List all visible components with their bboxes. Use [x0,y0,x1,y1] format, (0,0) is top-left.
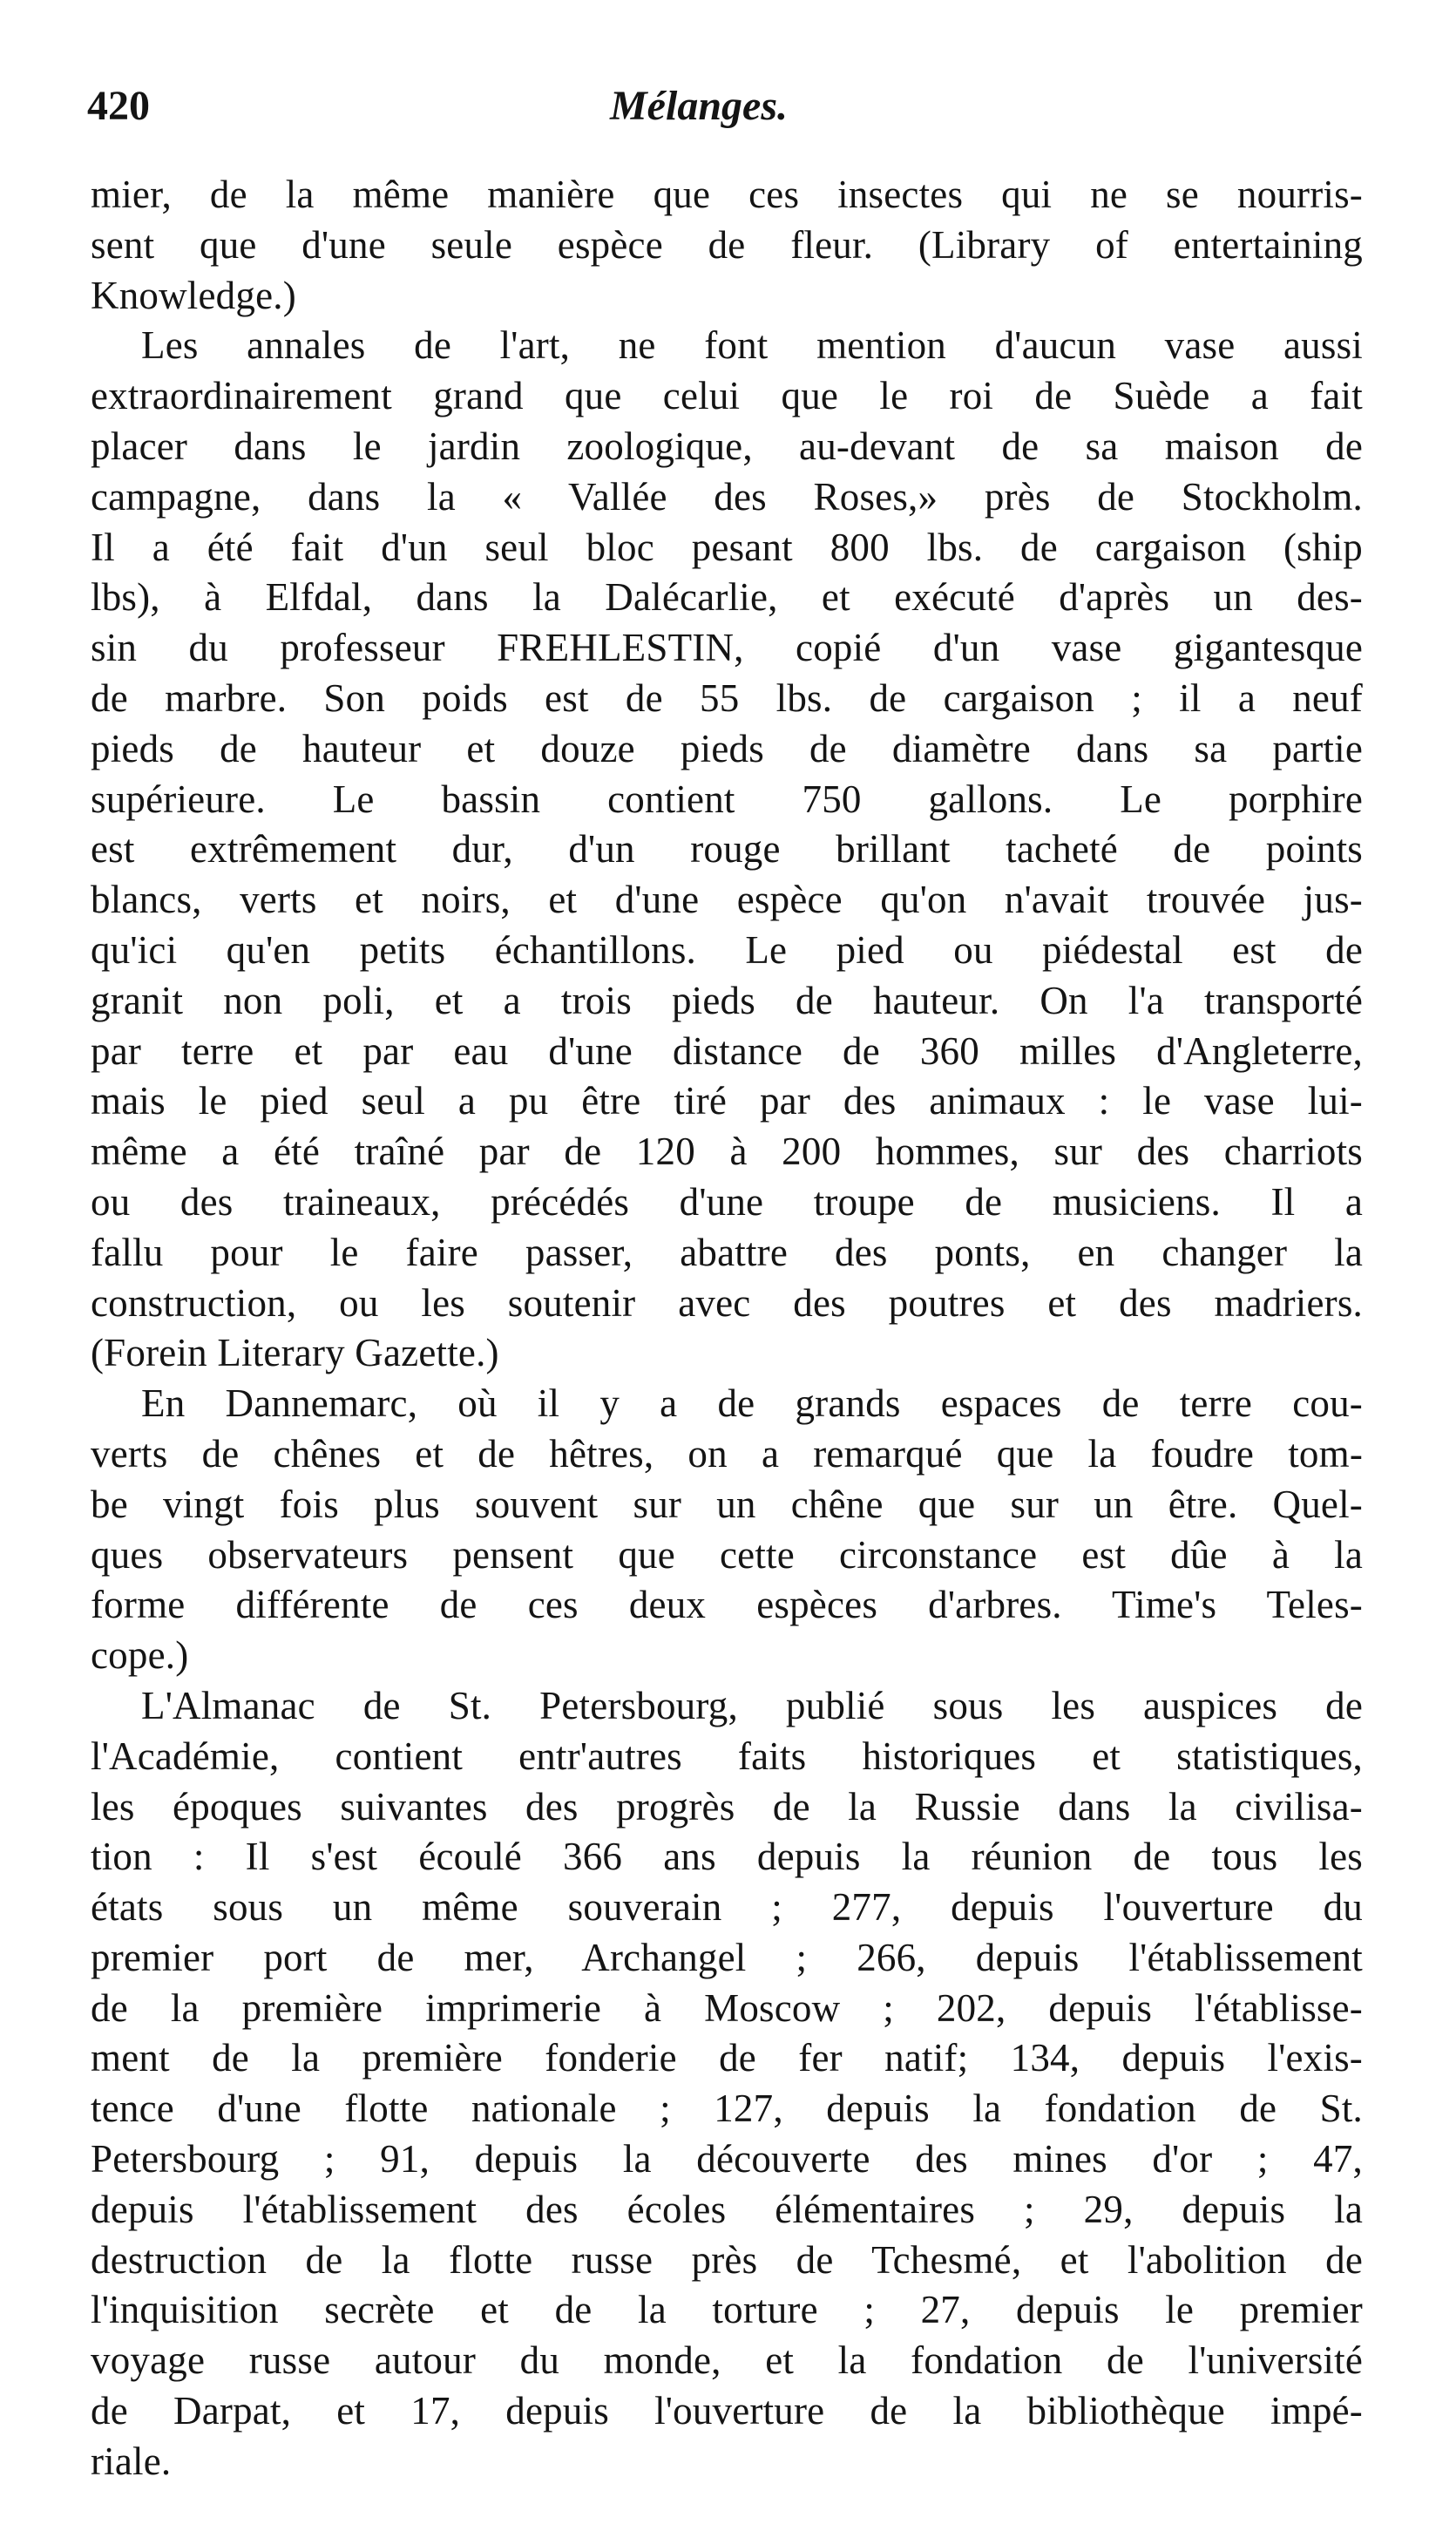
text-line: Les annales de l'art, ne font mention d'aucun vase aussi [141,323,1363,368]
text-line: campagne, dans la « Vallée des Roses,» près de Stockholm. [91,474,1363,519]
text-line: supérieure. Le bassin contient 750 gallons. Le porphire [91,777,1363,821]
text-line: Petersbourg ; 91, depuis la découverte des mines d'or ; 47, [91,2137,1363,2182]
text-line: cope.) [91,1633,189,1678]
text-line: ment de la première fonderie de fer natif; 134, depuis l'exis- [91,2036,1363,2080]
text-line: placer dans le jardin zoologique, au-devant de sa maison de [91,424,1363,468]
text-line: granit non poli, et a trois pieds de hauteur. On l'a transporté [91,978,1363,1022]
text-line: est extrêmement dur, d'un rouge brillant tacheté de points [91,827,1363,872]
text-line: mais le pied seul a pu être tiré par des animaux : le vase lui- [91,1079,1363,1123]
text-line: lbs), à Elfdal, dans la Dalécarlie, et exécuté d'après un des- [91,575,1363,620]
text-line: de Darpat, et 17, depuis l'ouverture de la bibliothèque impé- [91,2389,1363,2433]
text-line: riale. [91,2439,172,2483]
text-line: (Forein Literary Gazette.) [91,1331,499,1375]
text-line: L'Almanac de St. Petersbourg, publié sous les auspices de [141,1683,1363,1727]
running-title: Mélanges. [610,83,788,129]
text-line: sent que d'une seule espèce de fleur. (Library of entertaining [91,222,1363,267]
body-text [91,170,1363,2487]
text-line: destruction de la flotte russe près de Tchesmé, et l'abolition de [91,2237,1363,2282]
text-line: fallu pour le faire passer, abattre des ponts, en changer la [91,1230,1363,1274]
text-line: verts de chênes et de hêtres, on a remarqué que la foudre tom- [91,1431,1363,1476]
text-line: par terre et par eau d'une distance de 360 milles d'Angleterre, [91,1028,1363,1073]
text-line: forme différente de ces deux espèces d'arbres. Time's Teles- [91,1583,1363,1627]
text-line: sin du professeur FREHLESTIN, copié d'un vase gigantesque [91,626,1363,670]
text-line: l'Académie, contient entr'autres faits historiques et statistiques, [91,1734,1363,1778]
text-line: extraordinairement grand que celui que le roi de Suède a fait [91,374,1363,418]
text-line: voyage russe autour du monde, et la fondation de l'université [91,2338,1363,2383]
text-line: l'inquisition secrète et de la torture ; 27, depuis le premier [91,2288,1363,2332]
text-line: ou des traineaux, précédés d'une troupe de musiciens. Il a [91,1179,1363,1224]
text-line: de marbre. Son poids est de 55 lbs. de cargaison ; il a neuf [91,675,1363,720]
text-line: tence d'une flotte nationale ; 127, depuis la fondation de St. [91,2087,1363,2131]
running-head [87,80,1351,141]
text-line: de la première imprimerie à Moscow ; 202, depuis l'établisse- [91,1985,1363,2030]
page-number: 420 [87,83,150,129]
text-line: premier port de mer, Archangel ; 266, depuis l'établissement [91,1935,1363,1979]
text-line: tion : Il s'est écoulé 366 ans depuis la réunion de tous les [91,1835,1363,1879]
text-line: qu'ici qu'en petits échantillons. Le pied ou piédestal est de [91,927,1363,972]
text-line: Il a été fait d'un seul bloc pesant 800 lbs. de cargaison (ship [91,525,1363,569]
text-line: depuis l'établissement des écoles élémentaires ; 29, depuis la [91,2187,1363,2231]
text-line: mier, de la même manière que ces insectes qui ne se nourris- [91,173,1363,216]
text-line: les époques suivantes des progrès de la Russie dans la civilisa- [91,1784,1363,1829]
text-line: Knowledge.) [91,273,296,317]
text-line: pieds de hauteur et douze pieds de diamètre dans sa partie [91,726,1363,770]
text-line: blancs, verts et noirs, et d'une espèce qu'on n'avait trouvée jus- [91,878,1363,922]
text-line: construction, ou les soutenir avec des poutres et des madriers. [91,1280,1363,1325]
text-line: be vingt fois plus souvent sur un chêne que sur un être. Quel- [91,1482,1363,1526]
text-line: ques observateurs pensent que cette circonstance est dûe à la [91,1532,1363,1577]
text-line: états sous un même souverain ; 277, depuis l'ouverture du [91,1885,1363,1930]
text-line: En Dannemarc, où il y a de grands espaces de terre cou- [141,1381,1363,1426]
text-line: même a été traîné par de 120 à 200 hommes, sur des charriots [91,1130,1363,1174]
